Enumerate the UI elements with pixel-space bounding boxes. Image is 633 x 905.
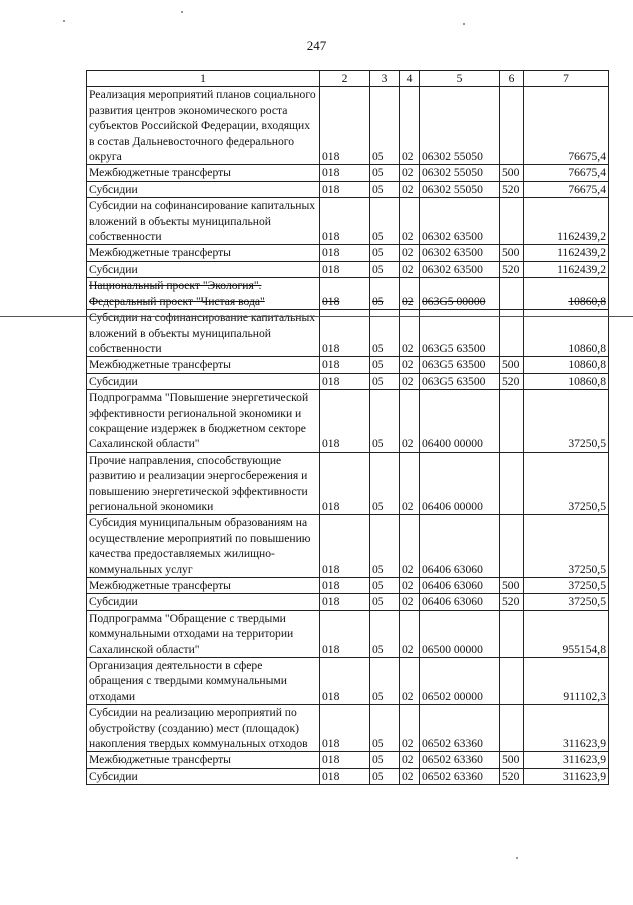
row-expense-type: 500 xyxy=(500,245,524,261)
row-expense-type: 520 xyxy=(500,768,524,784)
row-code: 018 xyxy=(320,245,370,261)
table-row xyxy=(87,165,609,181)
row-section: 05 xyxy=(370,278,400,310)
row-name: Субсидии xyxy=(87,594,320,610)
row-name: Субсидии xyxy=(87,181,320,197)
column-header: 1 xyxy=(87,71,320,87)
row-section: 05 xyxy=(370,181,400,197)
row-subsection: 02 xyxy=(400,165,420,181)
row-amount: 37250,5 xyxy=(524,452,609,515)
row-amount: 10860,8 xyxy=(524,278,609,310)
table-body xyxy=(87,71,609,785)
table-row xyxy=(87,278,609,310)
row-expense-type: 520 xyxy=(500,261,524,277)
row-code: 018 xyxy=(320,768,370,784)
page-number: 247 xyxy=(306,38,327,53)
row-code: 018 xyxy=(320,278,370,310)
table-row xyxy=(87,390,609,453)
row-name: Прочие направления, способствующие развитию и реализации энергосбережения и повышению энергетической эффективности региональной экономики xyxy=(87,452,320,515)
row-section: 05 xyxy=(370,768,400,784)
row-subsection: 02 xyxy=(400,181,420,197)
row-subsection: 02 xyxy=(400,594,420,610)
row-target-item: 063G5 63500 xyxy=(420,373,500,389)
row-amount: 311623,9 xyxy=(524,768,609,784)
scan-speck xyxy=(516,857,518,859)
row-expense-type xyxy=(500,198,524,245)
row-code: 018 xyxy=(320,357,370,373)
row-name: Межбюджетные трансферты xyxy=(87,357,320,373)
row-target-item: 06502 63360 xyxy=(420,768,500,784)
row-name: Субсидии на реализацию мероприятий по обустройству (созданию) мест (площадок) накопления твердых коммунальных отходов xyxy=(87,705,320,752)
row-name: Национальный проект "Экология". Федеральный проект "Чистая вода" xyxy=(87,278,320,310)
row-name: Субсидии на софинансирование капитальных вложений в объекты муниципальной собственности xyxy=(87,310,320,357)
table-row xyxy=(87,87,609,165)
row-section: 05 xyxy=(370,87,400,165)
row-section: 05 xyxy=(370,165,400,181)
row-name: Реализация мероприятий планов социального развития центров экономического роста субъектов Российской Федерации, входящих в состав Дальневосточного федерального округа xyxy=(87,87,320,165)
row-expense-type: 500 xyxy=(500,357,524,373)
row-target-item: 06302 55050 xyxy=(420,87,500,165)
row-subsection: 02 xyxy=(400,390,420,453)
table-row xyxy=(87,705,609,752)
row-target-item: 06406 00000 xyxy=(420,452,500,515)
row-subsection: 02 xyxy=(400,261,420,277)
row-amount: 37250,5 xyxy=(524,594,609,610)
row-expense-type xyxy=(500,87,524,165)
row-name: Субсидии на софинансирование капитальных вложений в объекты муниципальной собственности xyxy=(87,198,320,245)
column-header: 4 xyxy=(400,71,420,87)
row-section: 05 xyxy=(370,705,400,752)
table-header-row xyxy=(87,71,609,87)
row-amount: 1162439,2 xyxy=(524,245,609,261)
column-header: 5 xyxy=(420,71,500,87)
row-name: Подпрограмма "Повышение энергетической эффективности региональной экономики и сокращение издержек в бюджетном секторе Сахалинской области" xyxy=(87,390,320,453)
row-code: 018 xyxy=(320,515,370,578)
row-name: Межбюджетные трансферты xyxy=(87,165,320,181)
row-subsection: 02 xyxy=(400,768,420,784)
row-target-item: 06302 63500 xyxy=(420,198,500,245)
row-subsection: 02 xyxy=(400,658,420,705)
row-amount: 10860,8 xyxy=(524,373,609,389)
row-code: 018 xyxy=(320,87,370,165)
scan-speck xyxy=(181,11,183,13)
column-header: 6 xyxy=(500,71,524,87)
row-expense-type: 520 xyxy=(500,181,524,197)
row-code: 018 xyxy=(320,658,370,705)
column-header: 3 xyxy=(370,71,400,87)
row-expense-type: 520 xyxy=(500,594,524,610)
row-expense-type xyxy=(500,705,524,752)
row-target-item: 06502 00000 xyxy=(420,658,500,705)
row-target-item: 06400 00000 xyxy=(420,390,500,453)
row-code: 018 xyxy=(320,578,370,594)
row-subsection: 02 xyxy=(400,373,420,389)
row-subsection: 02 xyxy=(400,87,420,165)
table-row xyxy=(87,452,609,515)
row-section: 05 xyxy=(370,357,400,373)
row-subsection: 02 xyxy=(400,610,420,657)
row-name: Подпрограмма "Обращение с твердыми коммунальными отходами на территории Сахалинской области" xyxy=(87,610,320,657)
table-row xyxy=(87,578,609,594)
row-code: 018 xyxy=(320,373,370,389)
table-row xyxy=(87,181,609,197)
row-amount: 76675,4 xyxy=(524,165,609,181)
row-name: Субсидии xyxy=(87,768,320,784)
row-name: Организация деятельности в сфере обращения с твердыми коммунальными отходами xyxy=(87,658,320,705)
row-code: 018 xyxy=(320,594,370,610)
row-expense-type: 500 xyxy=(500,578,524,594)
row-section: 05 xyxy=(370,245,400,261)
row-section: 05 xyxy=(370,310,400,357)
row-name: Межбюджетные трансферты xyxy=(87,752,320,768)
row-expense-type xyxy=(500,610,524,657)
row-name: Субсидии xyxy=(87,261,320,277)
strike-through-line xyxy=(0,316,633,317)
row-name: Межбюджетные трансферты xyxy=(87,245,320,261)
row-section: 05 xyxy=(370,261,400,277)
row-code: 018 xyxy=(320,452,370,515)
row-subsection: 02 xyxy=(400,452,420,515)
row-amount: 37250,5 xyxy=(524,515,609,578)
row-name: Субсидия муниципальным образованиям на осуществление мероприятий по повышению качества предоставляемых жилищно-коммунальных услуг xyxy=(87,515,320,578)
row-target-item: 063G5 63500 xyxy=(420,357,500,373)
row-section: 05 xyxy=(370,452,400,515)
row-expense-type xyxy=(500,515,524,578)
row-subsection: 02 xyxy=(400,245,420,261)
row-code: 018 xyxy=(320,390,370,453)
row-expense-type xyxy=(500,452,524,515)
table-row xyxy=(87,610,609,657)
table-row xyxy=(87,357,609,373)
column-header: 7 xyxy=(524,71,609,87)
row-code: 018 xyxy=(320,752,370,768)
row-target-item: 06406 63060 xyxy=(420,515,500,578)
row-code: 018 xyxy=(320,181,370,197)
row-target-item: 06302 63500 xyxy=(420,245,500,261)
row-section: 05 xyxy=(370,390,400,453)
row-expense-type xyxy=(500,658,524,705)
table-row xyxy=(87,768,609,784)
row-section: 05 xyxy=(370,198,400,245)
row-code: 018 xyxy=(320,310,370,357)
row-expense-type xyxy=(500,390,524,453)
row-target-item: 06302 55050 xyxy=(420,165,500,181)
row-subsection: 02 xyxy=(400,752,420,768)
row-code: 018 xyxy=(320,705,370,752)
row-subsection: 02 xyxy=(400,705,420,752)
row-target-item: 06302 55050 xyxy=(420,181,500,197)
scan-speck xyxy=(63,20,65,22)
row-section: 05 xyxy=(370,658,400,705)
row-target-item: 06406 63060 xyxy=(420,594,500,610)
row-target-item: 06302 63500 xyxy=(420,261,500,277)
row-section: 05 xyxy=(370,578,400,594)
row-expense-type xyxy=(500,278,524,310)
row-amount: 10860,8 xyxy=(524,357,609,373)
table-row xyxy=(87,658,609,705)
row-section: 05 xyxy=(370,373,400,389)
table-row xyxy=(87,373,609,389)
row-amount: 76675,4 xyxy=(524,87,609,165)
table-row xyxy=(87,594,609,610)
row-code: 018 xyxy=(320,610,370,657)
row-expense-type: 500 xyxy=(500,752,524,768)
table-row xyxy=(87,752,609,768)
scan-speck xyxy=(463,23,465,25)
row-subsection: 02 xyxy=(400,310,420,357)
row-target-item: 06406 63060 xyxy=(420,578,500,594)
row-expense-type: 520 xyxy=(500,373,524,389)
row-amount: 1162439,2 xyxy=(524,261,609,277)
row-amount: 1162439,2 xyxy=(524,198,609,245)
row-amount: 311623,9 xyxy=(524,752,609,768)
table-row xyxy=(87,198,609,245)
row-subsection: 02 xyxy=(400,578,420,594)
table-row xyxy=(87,245,609,261)
budget-table xyxy=(86,70,609,785)
row-section: 05 xyxy=(370,515,400,578)
row-amount: 10860,8 xyxy=(524,310,609,357)
row-code: 018 xyxy=(320,261,370,277)
row-name: Субсидии xyxy=(87,373,320,389)
row-section: 05 xyxy=(370,610,400,657)
column-header: 2 xyxy=(320,71,370,87)
row-amount: 37250,5 xyxy=(524,390,609,453)
row-code: 018 xyxy=(320,165,370,181)
row-amount: 76675,4 xyxy=(524,181,609,197)
table-row xyxy=(87,515,609,578)
row-subsection: 02 xyxy=(400,198,420,245)
row-subsection: 02 xyxy=(400,515,420,578)
row-target-item: 06500 00000 xyxy=(420,610,500,657)
row-target-item: 063G5 00000 xyxy=(420,278,500,310)
row-amount: 37250,5 xyxy=(524,578,609,594)
row-subsection: 02 xyxy=(400,357,420,373)
row-amount: 311623,9 xyxy=(524,705,609,752)
row-amount: 911102,3 xyxy=(524,658,609,705)
row-code: 018 xyxy=(320,198,370,245)
row-section: 05 xyxy=(370,752,400,768)
row-section: 05 xyxy=(370,594,400,610)
row-amount: 955154,8 xyxy=(524,610,609,657)
row-subsection: 02 xyxy=(400,278,420,310)
row-expense-type: 500 xyxy=(500,165,524,181)
row-target-item: 063G5 63500 xyxy=(420,310,500,357)
row-target-item: 06502 63360 xyxy=(420,752,500,768)
table-row xyxy=(87,261,609,277)
row-name: Межбюджетные трансферты xyxy=(87,578,320,594)
row-target-item: 06502 63360 xyxy=(420,705,500,752)
